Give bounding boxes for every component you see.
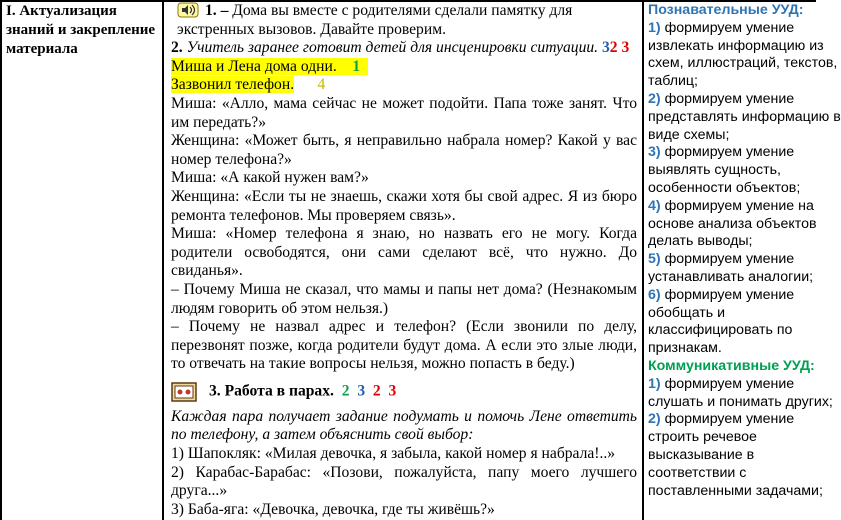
step-3-text: 3. Работа в парах. <box>209 382 334 400</box>
cognitive-skill-item <box>648 198 823 216</box>
cognitive-skill-item-text: формируем умение <box>660 90 795 107</box>
step-1-number: 1. – <box>205 2 229 19</box>
cognitive-skill-item-continuation: извлекать информацию из <box>648 37 824 54</box>
communicative-skill-item-continuation: соответствии с <box>648 464 747 481</box>
cognitive-skill-item-continuation: особенности объектов; <box>648 179 801 196</box>
cognitive-skill-item-number: 6) <box>648 286 661 303</box>
cognitive-skill-item-continuation: выявлять сущность, <box>648 162 781 179</box>
communicative-skill-item-continuation: поставленными задачами; <box>648 482 823 499</box>
cognitive-skill-item-text: формируем умение <box>660 144 795 161</box>
highlight-mark-2: 4 <box>317 76 326 94</box>
communicative-skill-item-text: формируем умение <box>660 411 795 428</box>
table-divider-1 <box>162 0 164 520</box>
speaker-icon <box>177 2 199 18</box>
communicative-skill-item-continuation: высказывание в <box>648 446 755 463</box>
cognitive-skill-item-number: 4) <box>648 197 661 214</box>
lesson-content-cell <box>171 2 637 519</box>
cognitive-skill-item-continuation: представлять информацию в <box>648 108 841 125</box>
stage-heading: I. Актуализация знаний и закрепление материала <box>6 3 156 57</box>
communicative-skill-item <box>648 411 823 429</box>
task-item-1: 1) Шапокляк: «Милая девочка, я забыла, какой номер я набрала!..» <box>171 445 616 463</box>
stage-heading-cell <box>6 2 156 59</box>
step-2-mark-2: 2 <box>609 39 618 57</box>
highlight-line-2 <box>171 76 637 95</box>
communicative-skill-item-number: 2) <box>648 411 661 428</box>
step-1-text: Дома вы вместе с родителями сделали памятку для экстренных вызовов. Давайте проверим. <box>177 2 573 38</box>
task-item-3: 3) Баба-яга: «Девочка, девочка, где ты живёшь?» <box>171 500 495 518</box>
cognitive-skill-item-continuation: схем, иллюстраций, текстов, <box>648 55 838 72</box>
table-divider-2 <box>642 0 644 520</box>
cognitive-skill-item-continuation: обобщать и <box>648 304 726 321</box>
step-3-mark-4: 3 <box>388 382 397 400</box>
cognitive-skill-item <box>648 20 823 38</box>
step-3 <box>171 382 637 402</box>
pair-work-icon <box>171 382 197 402</box>
communicative-skills-heading: Коммуникативные УУД: <box>648 357 815 374</box>
step-2-mark-1: 3 <box>598 39 610 57</box>
cognitive-skill-item-continuation: виде схемы; <box>648 126 730 143</box>
dialogue-line-5: Миша: «Номер телефона я знаю, но назвать его не могу. Когда родители освободятся, они сами сделают всё, что нужно. До свиданья». <box>171 225 637 280</box>
cognitive-skill-item-text: формируем умение <box>660 19 795 36</box>
step-3-mark-1: 2 <box>341 382 350 400</box>
cognitive-skill-item-number: 2) <box>648 90 661 107</box>
cognitive-skill-item-continuation: устанавливать аналогии; <box>648 268 814 285</box>
task-item-2: 2) Карабас-Барабас: «Позови, пожалуйста, папу моего лучшего друга...» <box>171 463 637 500</box>
cognitive-skill-item <box>648 144 823 162</box>
step-2-text: Учитель заранее готовит детей для инсценировки ситуации. <box>182 39 599 57</box>
cognitive-skill-item-text: формируем умение <box>660 251 795 268</box>
step-2 <box>171 39 637 58</box>
step-3-mark-3: 2 <box>372 382 381 400</box>
cognitive-skill-item <box>648 287 823 305</box>
cognitive-skill-item-continuation: делать выводы; <box>648 233 753 250</box>
step-2-number: 2. <box>171 39 183 57</box>
cognitive-skill-item <box>648 251 823 269</box>
dialogue-line-4: Женщина: «Если ты не знаешь, скажи хотя бы свой адрес. Я из бюро ремонта телефонов. Мы проверяем связь». <box>171 187 637 224</box>
cognitive-skill-item-number: 1) <box>648 19 661 36</box>
cognitive-skill-item-continuation: классифицировать по <box>648 322 793 339</box>
communicative-skills-list <box>648 375 833 501</box>
step-2-mark-3: 3 <box>617 39 630 57</box>
step-3-mark-2: 3 <box>357 382 366 400</box>
cognitive-skills-heading: Познавательные УУД: <box>648 2 804 18</box>
cognitive-skill-item-text: формируем умение на <box>660 197 814 214</box>
communicative-skill-item-text: формируем умение <box>660 375 795 392</box>
highlight-line-1 <box>171 58 637 77</box>
communicative-skill-item-continuation: слушать и понимать других; <box>648 393 833 410</box>
communicative-skill-item-continuation: строить речевое <box>648 429 757 446</box>
question-2: – Почему не назвал адрес и телефон? (Если звонили по делу, перезвонят позже, когда родители будут дома. А если это злые люди, то отвечать на такие вопросы нельзя, можно попасть в беду.) <box>171 318 637 373</box>
step-1 <box>177 2 637 39</box>
highlight-text-2: Зазвонил телефон. <box>171 76 295 94</box>
question-1: – Почему Миша не сказал, что мамы и папы нет дома? (Незнакомым людям говорить об этом нельзя.) <box>171 280 637 317</box>
cognitive-skill-item <box>648 91 823 109</box>
communicative-skill-item-number: 1) <box>648 375 661 392</box>
cognitive-skill-item-number: 3) <box>648 144 661 161</box>
cognitive-skill-item-continuation: таблиц; <box>648 73 698 90</box>
dialogue-line-1: Миша: «Алло, мама сейчас не может подойти. Папа тоже занят. Что им передать?» <box>171 94 637 131</box>
cognitive-skill-item-continuation: признакам. <box>648 340 722 357</box>
table-border-left <box>0 0 2 520</box>
skills-cell <box>648 2 841 500</box>
dialogue-line-3: Миша: «А какой нужен вам?» <box>171 169 369 187</box>
cognitive-skills-list <box>648 19 841 358</box>
cognitive-skill-item-text: формируем умение <box>660 286 795 303</box>
highlight-mark-1: 1 <box>352 57 361 75</box>
dialogue-line-2: Женщина: «Может быть, я неправильно набрала номер? Какой у вас номер телефона?» <box>171 132 637 168</box>
communicative-skill-item <box>648 376 823 394</box>
highlight-text-1: Миша и Лена дома одни. 1 <box>171 58 368 75</box>
pair-task: Каждая пара получает задание подумать и помочь Лене ответить по телефону, а затем объяснить свой выбор: <box>171 407 637 444</box>
cognitive-skill-item-number: 5) <box>648 251 661 268</box>
cognitive-skill-item-continuation: основе анализа объектов <box>648 215 817 232</box>
